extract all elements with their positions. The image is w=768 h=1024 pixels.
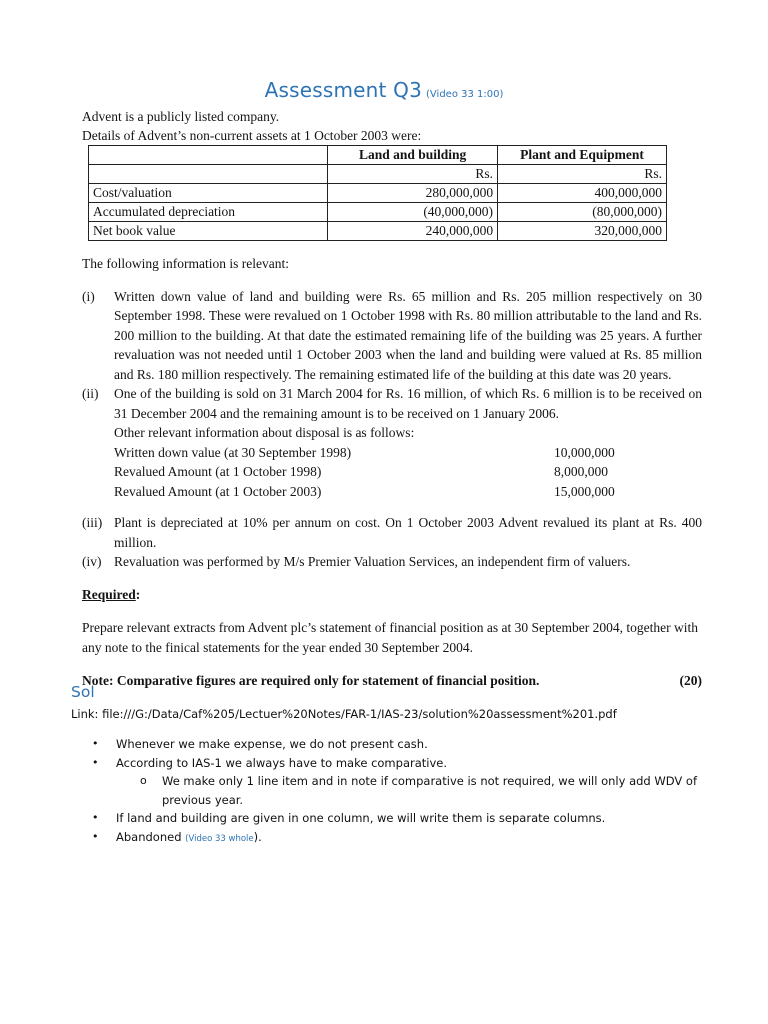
unit-cell-blank: [89, 165, 328, 184]
video-reference: (Video 33 1:00): [426, 89, 504, 100]
table-row: [89, 184, 667, 203]
list-item: [92, 809, 712, 828]
disposal-row: [82, 443, 702, 463]
question-item-i: [82, 287, 702, 385]
header-cell-plant: Plant and Equipment: [498, 146, 667, 165]
page-heading: [0, 78, 768, 102]
disposal-label: Revalued Amount (at 1 October 1998): [114, 464, 322, 479]
item-number: (iii): [82, 515, 103, 530]
list-item: [92, 754, 712, 773]
sub-list-item: [92, 772, 712, 809]
bullet-icon: •: [92, 829, 99, 843]
intro-line-1: Advent is a publicly listed company.: [82, 109, 280, 124]
disposal-label: Revalued Amount (at 1 October 2003): [114, 483, 322, 499]
table-unit-row: [89, 165, 667, 184]
abandoned-video-note: (Video 33 whole: [185, 833, 254, 844]
disposal-intro: [82, 423, 702, 443]
table-row: [89, 203, 667, 222]
relevant-info-line: The following information is relevant:: [82, 255, 289, 271]
list-item: [92, 828, 712, 849]
header-cell-blank: [89, 146, 328, 165]
bullet-text: Whenever we make expense, we do not present cash.: [116, 737, 428, 751]
bullet-text: [116, 828, 712, 849]
required-colon: :: [135, 587, 141, 602]
question-item-iii: [82, 513, 702, 552]
plant-value: 320,000,000: [498, 222, 667, 241]
row-label: Cost/valuation: [89, 184, 328, 203]
disposal-value: 8,000,000: [554, 464, 608, 479]
required-heading: [82, 585, 702, 605]
required-label: Required: [82, 587, 136, 602]
item-text: Written down value of land and building were Rs. 65 million and Rs. 205 million respectively on 30 September 1998. These were revalued on 1 October 1998 with Rs. 80 million attributable to the land and Rs. 200 million to the building. At that date the estimated remaining life of the building was 25 years. A further revaluation was not needed until 1 October 2003 when the land and building were valued at Rs. 85 million and Rs. 180 million respectively. The remaining estimated life of the building at this date was 20 years.: [114, 288, 702, 382]
row-label: Accumulated depreciation: [89, 203, 328, 222]
spacer: [82, 501, 702, 513]
bullet-icon: •: [92, 811, 99, 825]
question-intro: [82, 107, 702, 145]
item-number: (ii): [82, 386, 99, 401]
disposal-label: Written down value (at 30 September 1998): [114, 444, 352, 460]
abandoned-text: Abandoned: [116, 829, 182, 844]
sub-bullet-text: We make only 1 line item and in note if comparative is not required, we will only add WDV of previous year.: [162, 774, 697, 807]
bullet-icon: •: [92, 737, 99, 750]
question-item-iv: [82, 552, 702, 572]
bullet-text: If land and building are given in one column, we will write them is separate columns.: [116, 811, 606, 826]
disposal-intro-text: Other relevant information about disposal is as follows:: [114, 425, 415, 440]
question-details: [82, 240, 702, 690]
required-text: Prepare relevant extracts from Advent plc’s statement of financial position as at 30 September 2004, together with any note to the finical statements for the year ended 30 September 2004.: [82, 620, 698, 655]
item-text: One of the building is sold on 31 March 2004 for Rs. 16 million, of which Rs. 6 million is to be received on 31 December 2004 and the remaining amount is to be received on 1 January 2006.: [114, 386, 702, 421]
land-value: 240,000,000: [328, 222, 498, 241]
note-line: [82, 671, 702, 691]
question-item-ii: [82, 384, 702, 423]
disposal-row: [82, 482, 702, 502]
table-header-row: [89, 146, 667, 165]
disposal-value: 10,000,000: [554, 444, 615, 460]
header-cell-land: Land and building: [328, 146, 498, 165]
solution-bullets: [92, 735, 712, 849]
bullet-text: According to IAS-1 we always have to make comparative.: [116, 755, 448, 770]
non-current-assets-table: [88, 145, 667, 241]
land-value: (40,000,000): [328, 203, 498, 222]
item-number: (i): [82, 288, 95, 304]
item-number: (iv): [82, 554, 102, 569]
intro-line-2: Details of Advent’s non-current assets at 1 October 2003 were:: [82, 128, 422, 143]
bullet-icon: •: [92, 755, 99, 769]
item-text: Revaluation was performed by M/s Premier Valuation Services, an independent firm of valuers.: [114, 554, 631, 569]
unit-cell-plant: Rs.: [498, 165, 667, 184]
solution-heading: Sol: [71, 683, 95, 701]
abandoned-end: ).: [253, 829, 262, 844]
comparative-note: Note: Comparative figures are required only for statement of financial position.: [82, 672, 540, 688]
plant-value: 400,000,000: [498, 184, 667, 203]
sub-bullet-icon: o: [140, 774, 147, 788]
row-label: Net book value: [89, 222, 328, 241]
page-title: Assessment Q3: [264, 78, 423, 102]
table-row: [89, 222, 667, 241]
unit-cell-land: Rs.: [328, 165, 498, 184]
item-text: Plant is depreciated at 10% per annum on cost. On 1 October 2003 Advent revalued its plant at Rs. 400 million.: [114, 515, 702, 550]
disposal-value: 15,000,000: [554, 483, 615, 499]
marks: (20): [679, 672, 702, 688]
solution-link[interactable]: Link: file:///G:/Data/Caf%205/Lectuer%20Notes/FAR-1/IAS-23/solution%20assessment%201.pdf: [71, 707, 617, 721]
land-value: 280,000,000: [328, 184, 498, 203]
plant-value: (80,000,000): [498, 203, 667, 222]
list-item: [92, 735, 712, 754]
disposal-row: [82, 462, 702, 482]
